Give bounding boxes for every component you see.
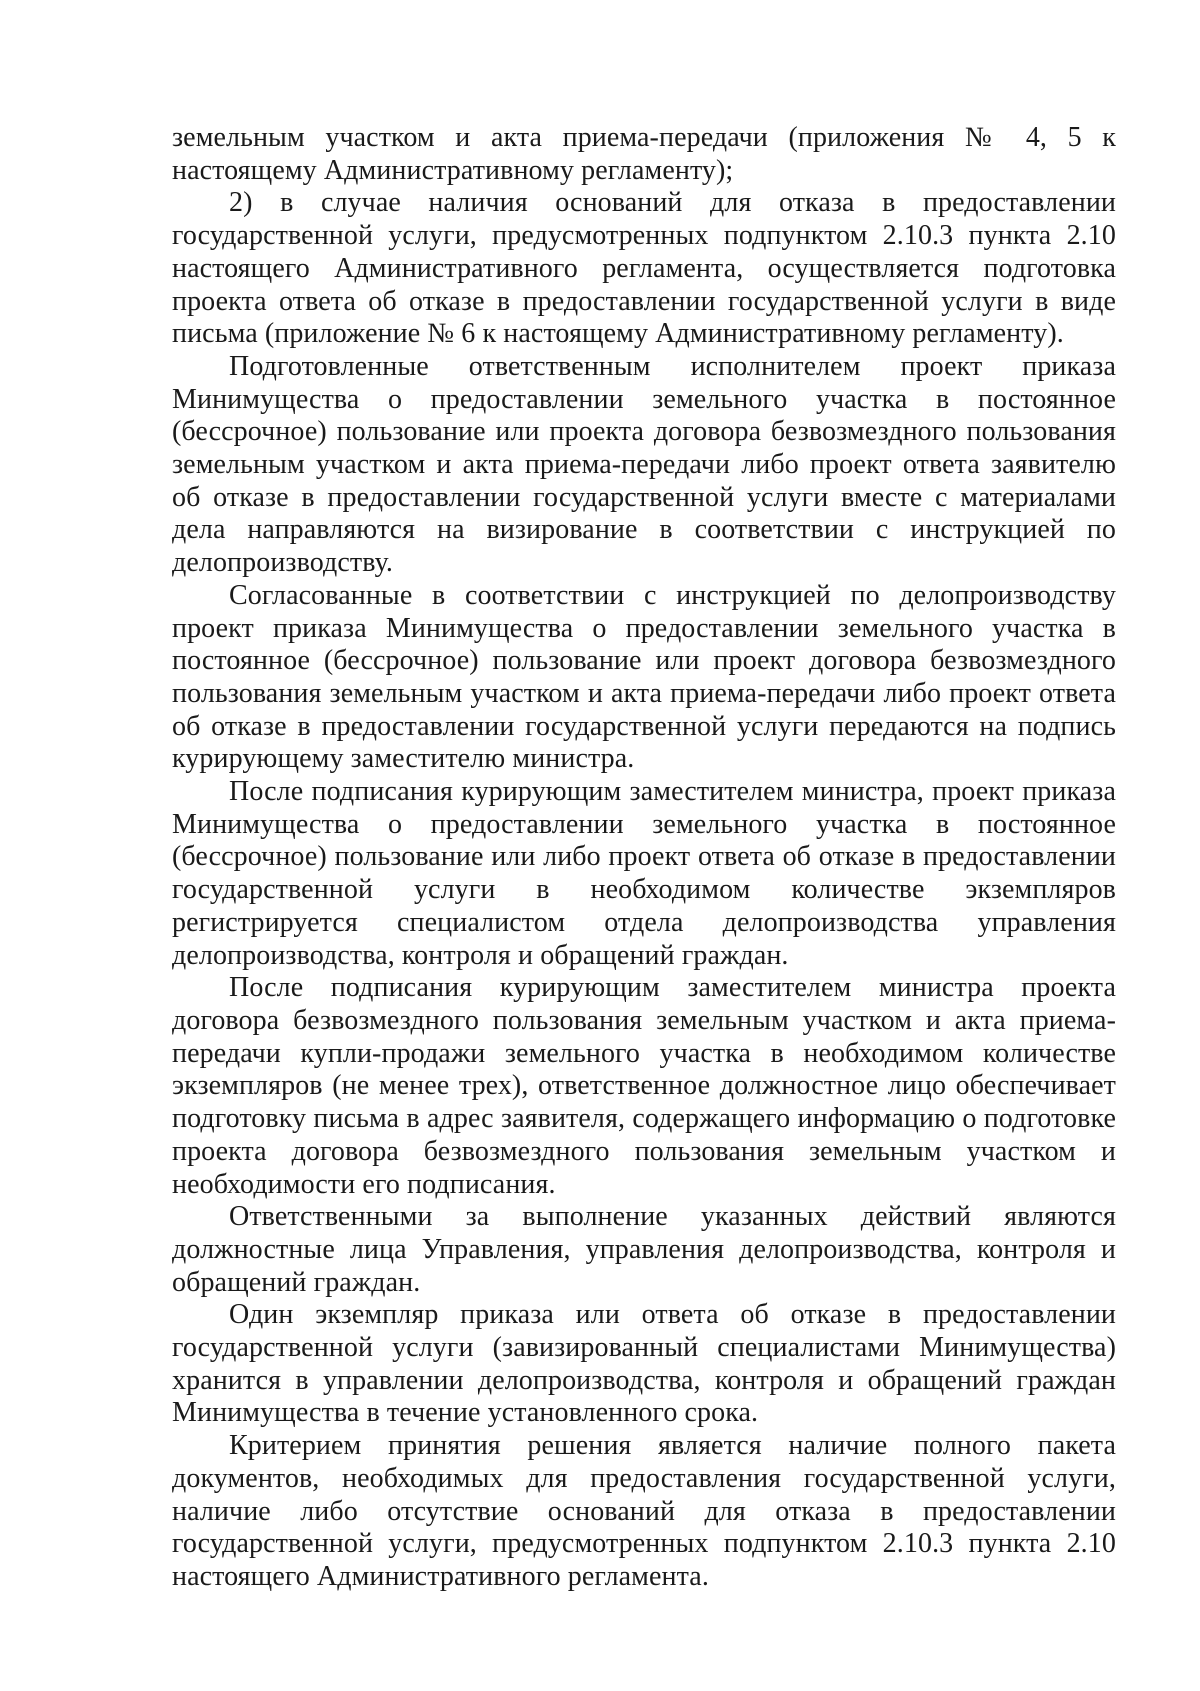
paragraph-continuation: земельным участком и акта приема-передачи (приложения № 4, 5 к настоящему Административному регламенту); bbox=[172, 122, 1116, 186]
paragraph-copy-storage: Один экземпляр приказа или ответа об отказе в предоставлении государственной услуги (завизированный специалистами Минимущества) хранится в управлении делопроизводства, контроля и обращений граждан Минимущества в течение установленного срока. bbox=[172, 1299, 1116, 1429]
paragraph-prepared-drafts: Подготовленные ответственным исполнителем проект приказа Минимущества о предоставлении земельного участка в постоянное (бессрочное) пользование или проекта договора безвозмездного пользования земельным участком и акта приема-передачи либо проект ответа заявителю об отказе в предоставлении государственной услуги вместе с материалами дела направляются на визирование в соответствии с инструкцией по делопроизводству. bbox=[172, 350, 1116, 579]
paragraph-approved-drafts: Согласованные в соответствии с инструкцией по делопроизводству проект приказа Минимущества о предоставлении земельного участка в постоянное (бессрочное) пользование или проект договора безвозмездного пользования земельным участком и акта приема-передачи либо проект ответа об отказе в предоставлении государственной услуги передаются на подпись курирующему заместителю министра. bbox=[172, 579, 1116, 775]
paragraph-decision-criterion: Критерием принятия решения является наличие полного пакета документов, необходимых для предоставления государственной услуги, наличие либо отсутствие оснований для отказа в предоставлении государственной услуги, предусмотренных подпунктом 2.10.3 пункта 2.10 настоящего Административного регламента. bbox=[172, 1430, 1116, 1592]
document-body bbox=[172, 122, 1116, 1594]
paragraph-after-signing-order: После подписания курирующим заместителем министра, проект приказа Минимущества о предоставлении земельного участка в постоянное (бессрочное) пользование или либо проект ответа об отказе в предоставлении государственной услуги в необходимом количестве экземпляров регистрируется специалистом отдела делопроизводства управления делопроизводства, контроля и обращений граждан. bbox=[172, 776, 1116, 971]
paragraph-responsible-persons: Ответственными за выполнение указанных действий являются должностные лица Управления, управления делопроизводства, контроля и обращений граждан. bbox=[172, 1201, 1116, 1298]
paragraph-item-2: 2) в случае наличия оснований для отказа в предоставлении государственной услуги, предусмотренных подпунктом 2.10.3 пункта 2.10 настоящего Административного регламента, осуществляется подготовка проекта ответа об отказе в предоставлении государственной услуги в виде письма (приложение № 6 к настоящему Административному регламенту). bbox=[172, 187, 1116, 350]
paragraph-after-signing-contract: После подписания курирующим заместителем министра проекта договора безвозмездного пользования земельным участком и акта приема-передачи купли-продажи земельного участка в необходимом количестве экземпляров (не менее трех), ответственное должностное лицо обеспечивает подготовку письма в адрес заявителя, содержащего информацию о подготовке проекта договора безвозмездного пользования земельным участком и необходимости его подписания. bbox=[172, 972, 1116, 1200]
